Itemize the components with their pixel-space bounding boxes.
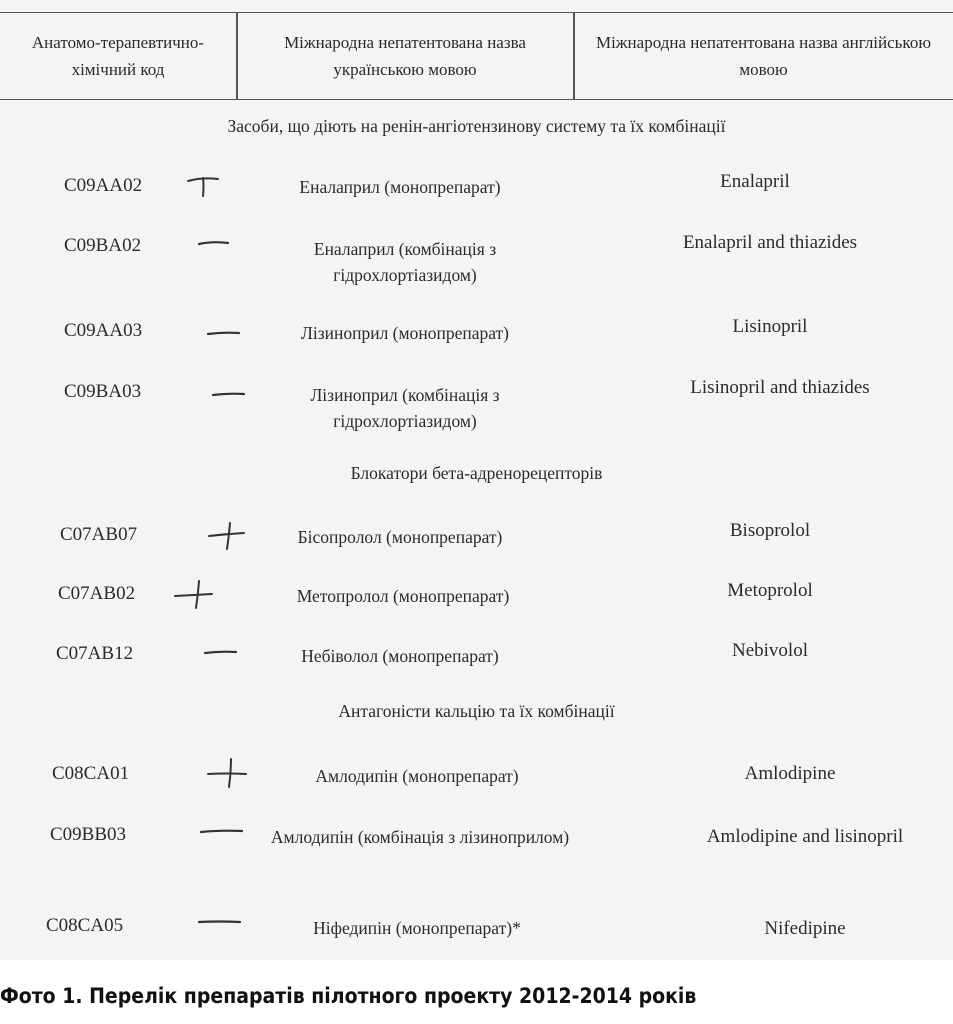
- drug-name-ukrainian: Метопролол (монопрепарат): [296, 586, 510, 606]
- atc-code: C09BB03: [50, 824, 127, 845]
- drug-name-english: Nifedipine: [764, 918, 846, 939]
- atc-code: C09BA03: [64, 381, 142, 402]
- atc-code: C08CA05: [46, 915, 124, 936]
- plus-mark-icon: [172, 576, 220, 612]
- plus-mark-icon: [184, 170, 224, 200]
- section-title-beta-blockers: Блокатори бета-адренорецепторів: [350, 463, 603, 483]
- plus-mark-icon: [206, 517, 250, 553]
- atc-code: C09AA02: [64, 175, 143, 196]
- minus-mark-icon: [210, 383, 250, 403]
- drug-name-ukrainian: Лізиноприл (комбінація з гідрохлортіазидом): [310, 385, 500, 431]
- plus-mark-icon: [204, 754, 252, 792]
- photo-caption: Фото 1. Перелік препаратів пілотного проекту 2012-2014 років: [0, 984, 697, 1008]
- atc-code: C08CA01: [52, 763, 130, 784]
- section-title-calcium-antagonists: Антагоністи кальцію та їх комбінації: [338, 701, 615, 721]
- atc-code: C07AB07: [60, 524, 138, 545]
- drug-name-english: Nebivolol: [732, 640, 808, 661]
- drug-name-english: Amlodipine: [744, 763, 836, 784]
- drug-name-ukrainian: Бісопролол (монопрепарат): [297, 527, 503, 547]
- atc-code: C07AB12: [56, 643, 134, 664]
- minus-mark-icon: [205, 322, 245, 342]
- drug-name-ukrainian: Еналаприл (комбінація з гідрохлортіазидом): [313, 239, 497, 285]
- minus-mark-icon: [196, 911, 248, 931]
- drug-name-ukrainian: Амлодипін (комбінація з лізиноприлом): [270, 827, 570, 847]
- drug-name-english: Lisinopril: [732, 316, 808, 337]
- header-atc-code: Анатомо-терапевтично-хімічний код: [31, 33, 205, 79]
- drug-name-ukrainian: Еналаприл (монопрепарат): [299, 177, 501, 197]
- header-name-ukrainian: Міжнародна непатентована назва українською мовою: [284, 33, 526, 79]
- minus-mark-icon: [196, 232, 236, 252]
- table-header: [0, 12, 953, 100]
- minus-mark-icon: [202, 642, 242, 662]
- section-title-raas: Засоби, що діють на ренін-ангіотензинову систему та їх комбінації: [227, 116, 726, 136]
- drug-name-ukrainian: Ніфедипін (монопрепарат)*: [313, 918, 521, 938]
- minus-mark-icon: [198, 821, 250, 841]
- drug-name-ukrainian: Амлодипін (монопрепарат): [315, 766, 519, 786]
- drug-name-ukrainian: Лізиноприл (монопрепарат): [300, 323, 510, 343]
- drug-name-english: Amlodipine and lisinopril: [706, 826, 904, 847]
- header-name-english: Міжнародна непатентована назва англійською мовою: [595, 33, 932, 79]
- drug-name-english: Enalapril: [720, 171, 790, 192]
- drug-name-english: Lisinopril and thiazides: [690, 377, 870, 398]
- atc-code: C07AB02: [58, 583, 136, 604]
- drug-name-english: Enalapril and thiazides: [682, 232, 858, 253]
- atc-code: C09BA02: [64, 235, 142, 256]
- drug-name-ukrainian: Небіволол (монопрепарат): [301, 646, 499, 666]
- drug-name-english: Metoprolol: [727, 580, 813, 601]
- atc-code: C09AA03: [64, 320, 143, 341]
- drug-name-english: Bisoprolol: [729, 520, 811, 541]
